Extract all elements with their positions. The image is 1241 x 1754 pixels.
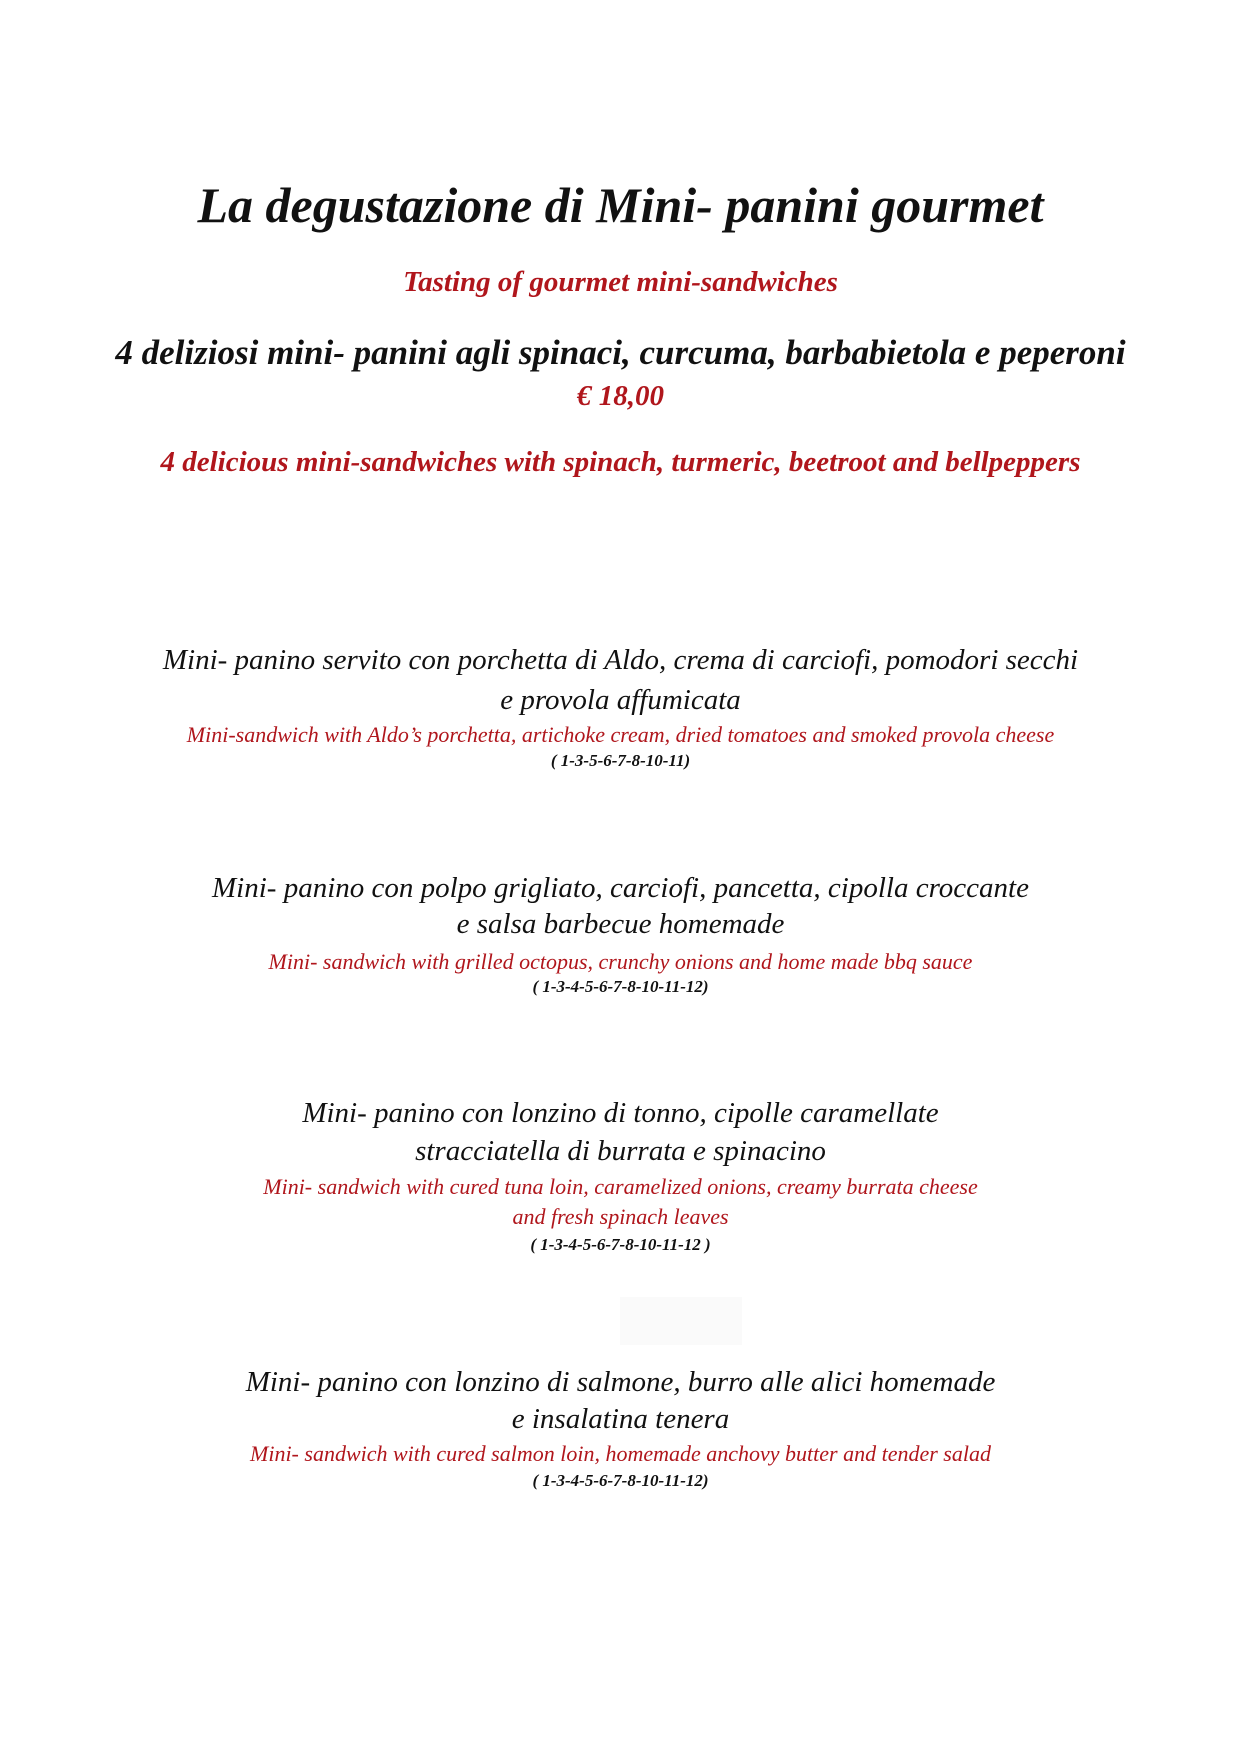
- item-description-it: Mini- panino con polpo grigliato, carciofi, pancetta, cipolla croccante: [212, 872, 1029, 904]
- item-description-it: Mini- panino con lonzino di tonno, cipolle caramellate: [302, 1097, 939, 1129]
- page-subtitle: Tasting of gourmet mini-sandwiches: [403, 266, 838, 298]
- item-description-it-cont: e salsa barbecue homemade: [456, 908, 785, 940]
- item-description-it: Mini- panino con lonzino di salmone, burro alle alici homemade: [245, 1366, 996, 1398]
- tasting-description-it: 4 deliziosi mini- panini agli spinaci, curcuma, barbabietola e peperoni: [115, 333, 1126, 372]
- item-allergens: ( 1-3-4-5-6-7-8-10-11-12 ): [530, 1235, 711, 1254]
- item-description-en: Mini- sandwich with cured tuna loin, caramelized onions, creamy burrata cheese: [263, 1174, 978, 1199]
- page-title: La degustazione di Mini- panini gourmet: [197, 177, 1044, 233]
- tasting-description-en: 4 delicious mini-sandwiches with spinach, turmeric, beetroot and bellpeppers: [160, 446, 1081, 478]
- item-description-it-cont: e insalatina tenera: [511, 1403, 730, 1435]
- blank-patch: [620, 1297, 742, 1345]
- item-description-en-cont: and fresh spinach leaves: [512, 1204, 729, 1229]
- item-description-en: Mini-sandwich with Aldo’s porchetta, artichoke cream, dried tomatoes and smoked provola cheese: [186, 722, 1055, 747]
- item-description-it-cont: stracciatella di burrata e spinacino: [415, 1135, 826, 1167]
- item-description-en: Mini- sandwich with grilled octopus, crunchy onions and home made bbq sauce: [268, 949, 973, 974]
- item-allergens: ( 1-3-4-5-6-7-8-10-11-12): [532, 977, 709, 996]
- item-description-it: Mini- panino servito con porchetta di Aldo, crema di carciofi, pomodori secchi: [162, 644, 1079, 676]
- item-allergens: ( 1-3-5-6-7-8-10-11): [550, 751, 691, 770]
- item-description-en: Mini- sandwich with cured salmon loin, homemade anchovy butter and tender salad: [250, 1441, 991, 1466]
- item-allergens: ( 1-3-4-5-6-7-8-10-11-12): [532, 1471, 709, 1490]
- tasting-price: € 18,00: [577, 380, 664, 412]
- item-description-it-cont: e provola affumicata: [500, 684, 741, 716]
